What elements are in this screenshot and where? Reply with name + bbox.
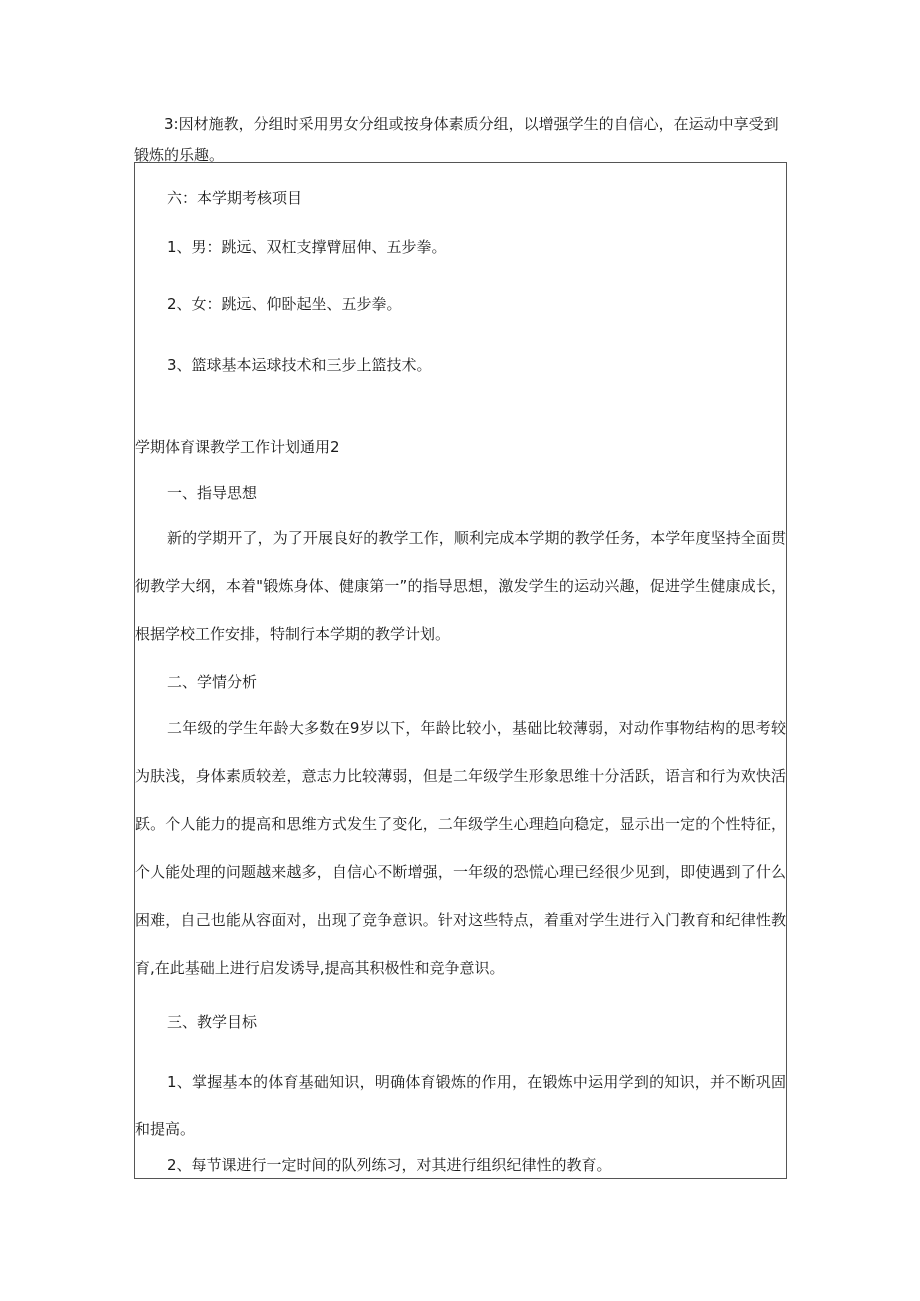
intro-text: 3:因材施教，分组时采用男女分组或按身体素质分组，以增强学生的自信心，在运动中享受到锻炼的乐趣。 [134,115,779,164]
exam-item-1: 1、男：跳远、双杠支撑臂屈伸、五步拳。 [167,238,447,256]
exam-item-2: 2、女：跳远、仰卧起坐、五步拳。 [167,295,402,313]
exam-item-3: 3、篮球基本运球技术和三步上篮技术。 [167,356,432,374]
content-table-cell [134,162,787,1179]
sec1-paragraph: 新的学期开了，为了开展良好的教学工作，顺利完成本学期的教学任务，本学年度坚持全面贯彻教学大纲，本着"锻炼身体、健康第一”的指导思想，激发学生的运动兴趣，促进学生健康成长，根据学校工作安排，特制行本学期的教学计划。 [135,529,786,643]
sec2-paragraph: 二年级的学生年龄大多数在9岁以下，年龄比较小，基础比较薄弱，对动作事物结构的思考较为肤浅，身体素质较差，意志力比较薄弱，但是二年级学生形象思维十分活跃，语言和行为欢快活跃。个人能力的提高和思维方式发生了变化，二年级学生心理趋向稳定，显示出一定的个性特征，个人能处理的问题越来越多，自信心不断增强，一年级的恐慌心理已经很少见到，即使遇到了什么困难，自己也能从容面对，出现了竞争意识。针对这些特点，着重对学生进行入门教育和纪律性教育,在此基础上进行启发诱导,提高其积极性和竞争意识。 [135,719,786,977]
sec3-heading: 三、教学目标 [167,1013,258,1031]
goal-1: 1、掌握基本的体育基础知识，明确体育锻炼的作用，在锻炼中运用学到的知识，并不断巩固和提高。 [135,1073,786,1138]
doc2-title: 学期体育课教学工作计划通用2 [135,438,340,456]
sec1-heading: 一、指导思想 [167,484,258,502]
section6-heading: 六：本学期考核项目 [167,189,303,207]
goal-2: 2、每节课进行一定时间的队列练习，对其进行组织纪律性的教育。 [167,1156,612,1174]
sec2-heading: 二、学情分析 [167,673,258,691]
